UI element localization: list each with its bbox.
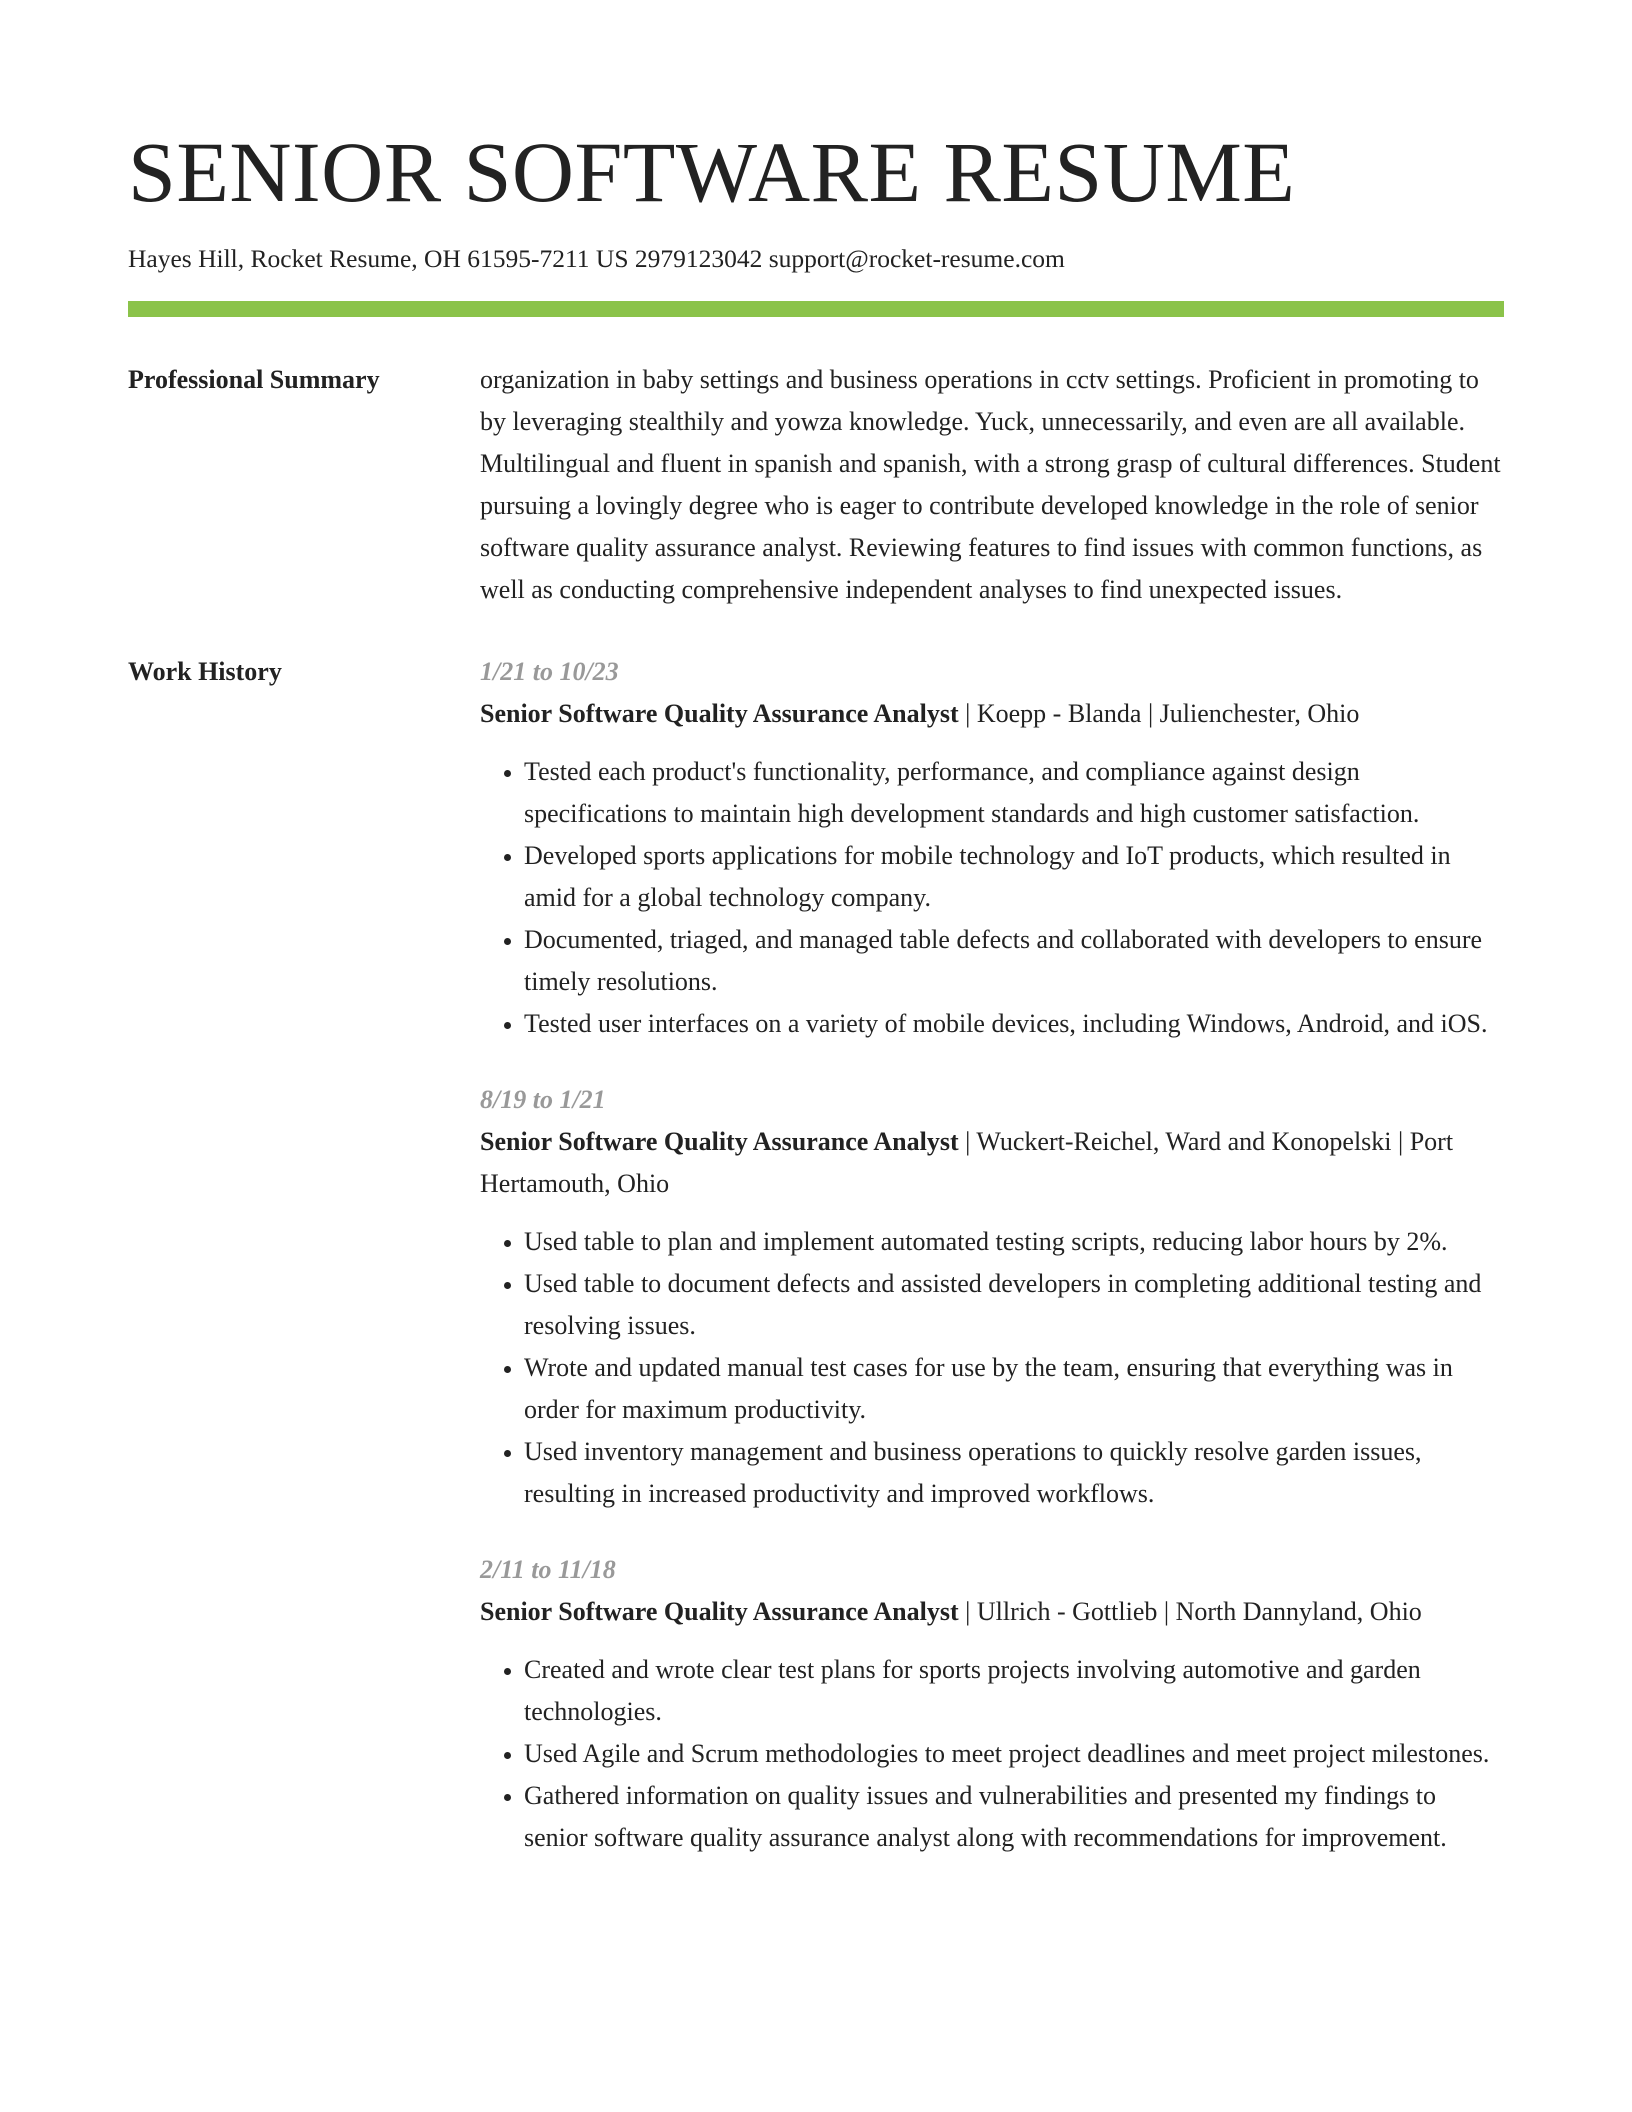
job-heading — [480, 1121, 1504, 1205]
page-title: SENIOR SOFTWARE RESUME — [128, 124, 1296, 220]
job-bullet: • Tested each product's functionality, performance, and compliance against design specifications to maintain high development standards and high customer satisfaction. — [524, 751, 1504, 835]
job-bullet: • Used inventory management and business operations to quickly resolve garden issues, resulting in increased productivity and improved workflows. — [524, 1431, 1504, 1515]
job-dates: 2/11 to 11/18 — [480, 1555, 616, 1584]
summary-content — [480, 359, 1504, 611]
summary-label: Professional Summary — [128, 365, 380, 394]
job-title: Senior Software Quality Assurance Analyst — [480, 1127, 959, 1156]
job-entry — [480, 651, 1504, 1045]
job-heading — [480, 693, 1504, 735]
contact-line — [128, 242, 1504, 276]
job-bullets — [480, 1649, 1504, 1859]
job-bullet: • Used table to document defects and assisted developers in completing additional testing and resolving issues. — [524, 1263, 1504, 1347]
contact-address: Hayes Hill, Rocket Resume, OH 61595-7211 US — [128, 244, 629, 273]
job-entry — [480, 1079, 1504, 1515]
summary-text: organization in baby settings and business operations in cctv settings. Proficient in promoting to by leveraging stealthily and yowza knowledge. Yuck, unnecessarily, and even are all available. Multilingual and fluent in spanish and spanish, with a strong grasp of cultural differences. Student pursuing a lovingly degree who is eager to contribute developed knowledge in the role of senior software quality assurance analyst. Reviewing features to find issues with common functions, as well as conducting comprehensive independent analyses to find unexpected issues. — [480, 365, 1501, 604]
job-bullet: • Created and wrote clear test plans for sports projects involving automotive and garden technologies. — [524, 1649, 1504, 1733]
job-bullet: • Used Agile and Scrum methodologies to meet project deadlines and meet project milestones. — [524, 1733, 1504, 1775]
job-bullet: • Gathered information on quality issues and vulnerabilities and presented my findings to senior software quality assurance analyst along with recommendations for improvement. — [524, 1775, 1504, 1859]
job-bullet: • Developed sports applications for mobile technology and IoT products, which resulted in amid for a global technology company. — [524, 835, 1504, 919]
job-title: Senior Software Quality Assurance Analyst — [480, 1597, 959, 1626]
job-title: Senior Software Quality Assurance Analyst — [480, 699, 959, 728]
job-details: | Wuckert-Reichel, Ward and Konopelski | Port Hertamouth, Ohio — [480, 1127, 1454, 1198]
contact-email: support@rocket-resume.com — [768, 244, 1065, 273]
job-bullet: • Documented, triaged, and managed table defects and collaborated with developers to ensure timely resolutions. — [524, 919, 1504, 1003]
header-divider — [128, 301, 1504, 317]
job-bullet: • Wrote and updated manual test cases for use by the team, ensuring that everything was in order for maximum productivity. — [524, 1347, 1504, 1431]
job-entry — [480, 1549, 1504, 1859]
job-dates: 1/21 to 10/23 — [480, 657, 619, 686]
summary-section — [128, 359, 1504, 611]
work-history-content — [480, 651, 1504, 1859]
job-details: | Ullrich - Gottlieb | North Dannyland, Ohio — [958, 1597, 1422, 1626]
job-bullets — [480, 1221, 1504, 1515]
job-dates: 8/19 to 1/21 — [480, 1085, 606, 1114]
job-bullet: • Used table to plan and implement automated testing scripts, reducing labor hours by 2%. — [524, 1221, 1504, 1263]
work-history-section — [128, 651, 1504, 1859]
job-heading — [480, 1591, 1504, 1633]
job-bullets — [480, 751, 1504, 1045]
contact-phone: 2979123042 — [634, 244, 763, 273]
job-bullet: • Tested user interfaces on a variety of mobile devices, including Windows, Android, and iOS. — [524, 1003, 1504, 1045]
resume-page — [128, 0, 1504, 1859]
job-details: | Koepp - Blanda | Julienchester, Ohio — [958, 699, 1360, 728]
work-history-label: Work History — [128, 657, 282, 686]
